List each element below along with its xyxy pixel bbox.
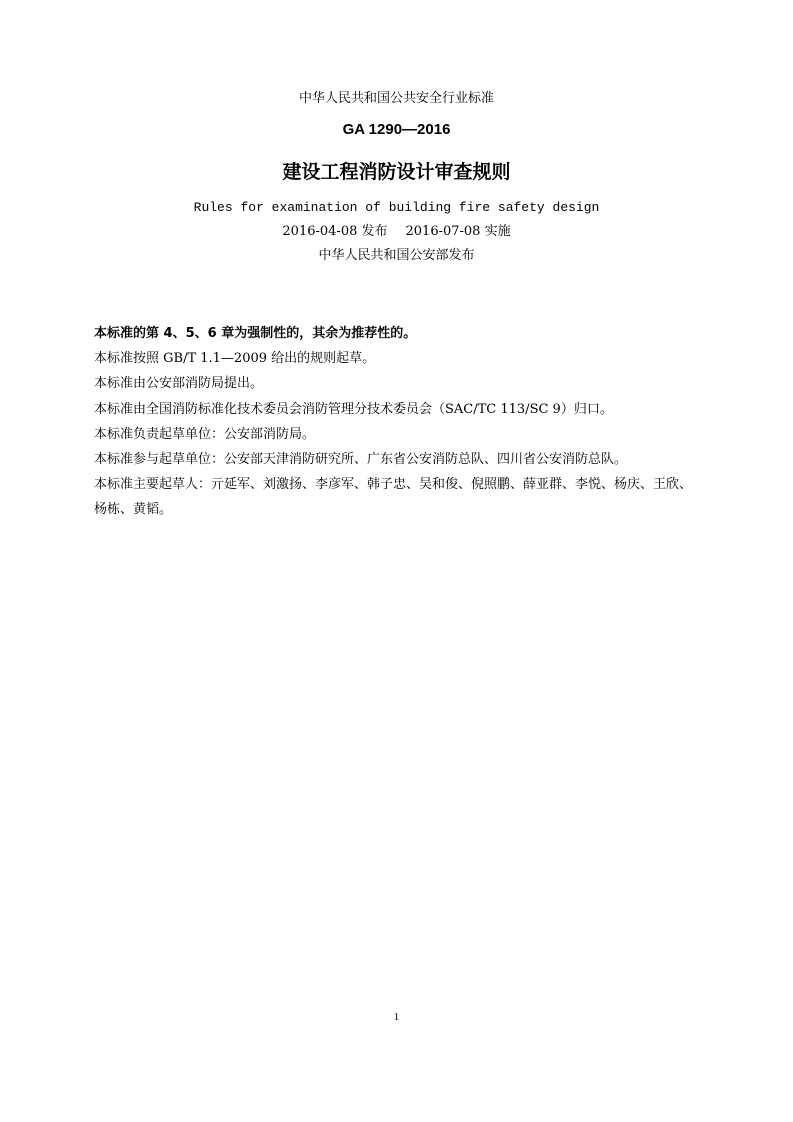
issuer-line: 中华人民共和国公安部发布 <box>318 248 475 263</box>
proposer-paragraph: 本标准由公安部消防局提出。 <box>94 376 264 392</box>
committee-paragraph: 本标准由全国消防标准化技术委员会消防管理分技术委员会（SAC/TC 113/SC 9）归口。 <box>94 401 613 417</box>
implementation-date: 2016-07-08 实施 <box>405 224 511 239</box>
english-title: Rules for examination of building fire safety design <box>193 200 600 215</box>
standard-number: GA 1290—2016 <box>342 121 451 138</box>
date-line <box>0 223 793 241</box>
participating-units-paragraph: 本标准参与起草单位：公安部天津消防研究所、广东省公安消防总队、四川省公安消防总队。 <box>94 452 628 468</box>
lead-drafter-unit-paragraph: 本标准负责起草单位：公安部消防局。 <box>94 426 316 442</box>
release-date: 2016-04-08 发布 <box>282 224 388 239</box>
drafting-rules-paragraph: 本标准按照 GB/T 1.1—2009 给出的规则起草。 <box>94 351 376 367</box>
foreword-body <box>94 321 702 523</box>
mandatory-statement: 本标准的第 4、5、6 章为强制性的，其余为推荐性的。 <box>94 326 417 341</box>
document-title: 建设工程消防设计审查规则 <box>282 161 511 183</box>
main-drafters-paragraph: 本标准主要起草人：亓延军、刘激扬、李彦军、韩子忠、吴和俊、倪照鹏、薛亚群、李悦、杨庆、王欣、杨栋、黄韬。 <box>94 477 693 518</box>
page-number: 1 <box>393 1011 400 1023</box>
organization-line: 中华人民共和国公共安全行业标准 <box>298 91 494 106</box>
